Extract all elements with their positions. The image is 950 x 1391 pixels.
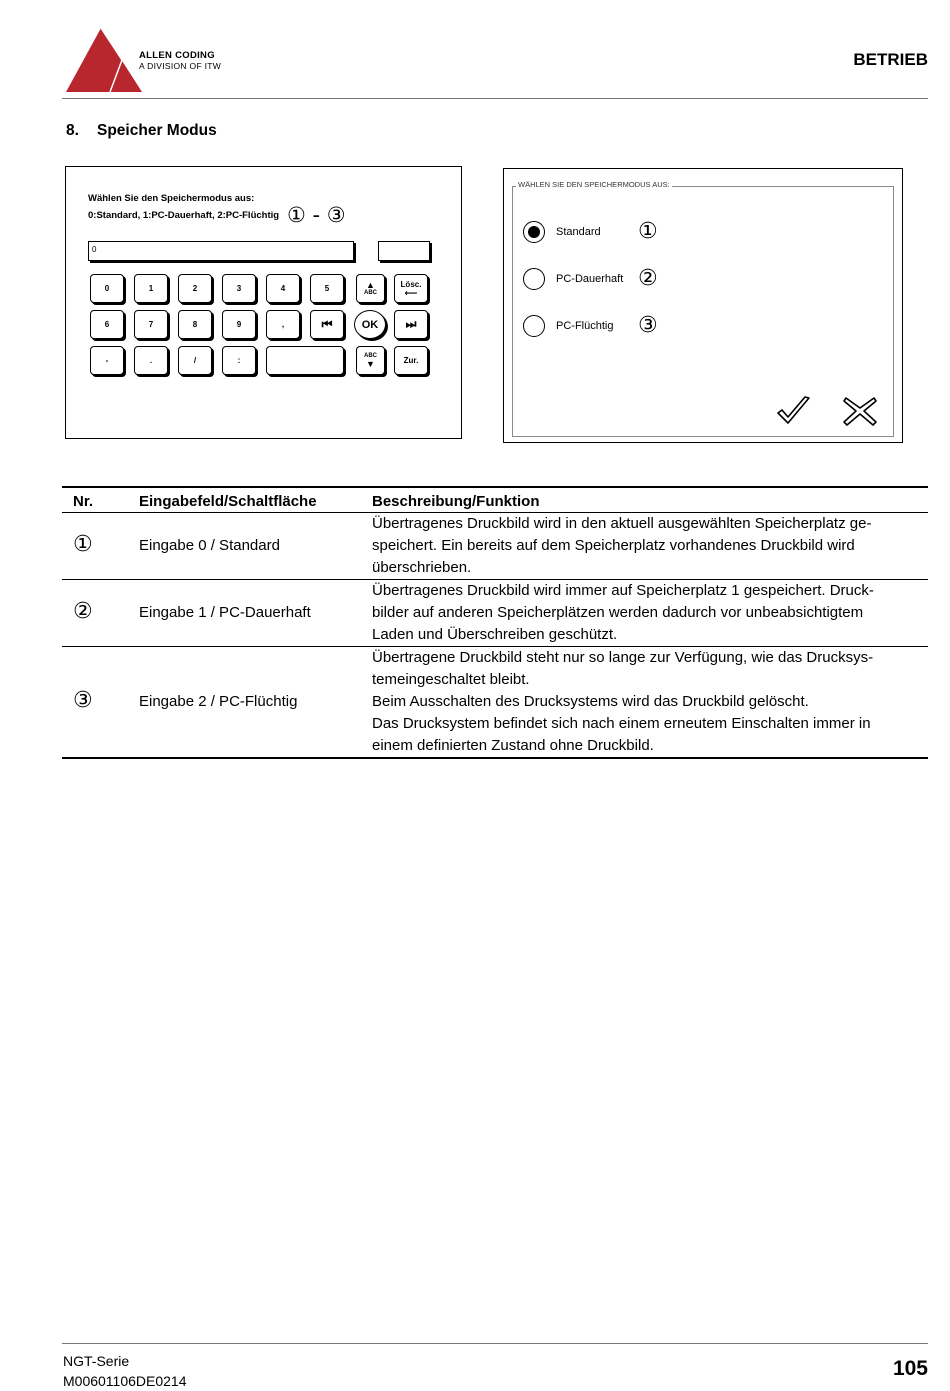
skip-forward-icon: ⏭	[405, 317, 417, 331]
table-row	[62, 647, 928, 759]
radio-button-icon[interactable]	[523, 268, 545, 290]
footer-divider	[62, 1343, 928, 1344]
option-label: PC-Flüchtig	[556, 319, 614, 332]
prompt-line-2: 0:Standard, 1:PC-Dauerhaft, 2:PC-Flüchtig	[88, 210, 280, 221]
abc-label: ABC	[364, 289, 377, 296]
delete-label: Lösc.	[400, 280, 422, 289]
row-field: Eingabe 1 / PC-Dauerhaft	[139, 604, 311, 621]
brand-text	[139, 50, 221, 72]
desc-line: Beim Ausschalten des Drucksystems wird das Druckbild gelöscht.	[372, 693, 809, 710]
key-8[interactable]: 8	[178, 310, 212, 339]
key-comma[interactable]: ,	[266, 310, 300, 339]
row-number-marker: ②	[73, 599, 93, 624]
desc-line: einem definierten Zustand ohne Druckbild.	[372, 737, 654, 754]
secondary-input-field[interactable]	[378, 241, 430, 261]
range-markers: ① - ③	[287, 203, 346, 227]
radio-option-standard[interactable]	[523, 219, 658, 244]
shift-up-button[interactable]	[356, 274, 385, 303]
section-title: BETRIEB	[853, 50, 928, 69]
key-slash[interactable]: /	[178, 346, 212, 375]
mode-input-field[interactable]: 0	[88, 241, 354, 261]
row-description	[372, 647, 928, 759]
desc-line: bilder auf anderen Speicherplätzen werden dadurch vor unbeabsichtigtem	[372, 604, 864, 621]
row-description	[372, 513, 928, 580]
key-minus[interactable]: -	[90, 346, 124, 375]
key-1[interactable]: 1	[134, 274, 168, 303]
key-4[interactable]: 4	[266, 274, 300, 303]
shift-down-button[interactable]	[356, 346, 385, 375]
key-5[interactable]: 5	[310, 274, 344, 303]
heading-title: Speicher Modus	[97, 122, 217, 139]
table-row	[62, 580, 928, 647]
header-nr: Nr.	[73, 493, 94, 510]
prompt-line-1: Wählen Sie den Speichermodus aus:	[88, 193, 255, 204]
desc-line: temeingeschaltet bleibt.	[372, 671, 530, 688]
radio-button-icon[interactable]	[523, 315, 545, 337]
function-table	[62, 486, 928, 759]
desc-line: Das Drucksystem befindet sich nach einem erneutem Einschalten immer in	[372, 715, 871, 732]
cross-icon[interactable]	[842, 395, 878, 427]
desc-line: speichert. Ein bereits auf dem Speicherplatz vorhandenes Druckbild wird	[372, 537, 855, 554]
key-9[interactable]: 9	[222, 310, 256, 339]
back-button[interactable]: Zur.	[394, 346, 428, 375]
brand-subtitle: A DIVISION OF ITW	[139, 61, 222, 71]
row-description	[372, 580, 928, 647]
desc-line: Laden und Überschreiben geschützt.	[372, 626, 618, 643]
footer-series: NGT-Serie	[63, 1353, 130, 1369]
key-0[interactable]: 0	[90, 274, 124, 303]
option-marker: ③	[638, 313, 658, 338]
header-divider	[62, 98, 928, 99]
key-3[interactable]: 3	[222, 274, 256, 303]
header-description: Beschreibung/Funktion	[372, 493, 540, 510]
skip-back-icon: ⏮	[321, 317, 333, 331]
cursor-end-button[interactable]	[394, 310, 428, 339]
page-heading	[66, 122, 217, 140]
header-field: Eingabefeld/Schaltfläche	[139, 493, 317, 510]
ok-button[interactable]: OK	[354, 310, 386, 339]
row-number-marker: ③	[73, 688, 93, 713]
key-2[interactable]: 2	[178, 274, 212, 303]
key-7[interactable]: 7	[134, 310, 168, 339]
arrow-down-icon: ▼	[366, 358, 375, 369]
brand-name: ALLEN CODING	[139, 50, 215, 61]
group-legend: WÄHLEN SIE DEN SPEICHERMODUS AUS:	[518, 180, 670, 189]
abc-label: ABC	[364, 352, 377, 359]
row-number-marker: ①	[73, 532, 93, 557]
option-marker: ①	[638, 219, 658, 244]
radio-option-pc-fluechtig[interactable]	[523, 313, 658, 338]
desc-line: Übertragenes Druckbild wird in den aktuell ausgewählten Speicherplatz ge-	[372, 515, 872, 532]
allen-coding-logo-icon	[66, 26, 144, 94]
radio-mode-screen	[503, 168, 903, 443]
desc-line: Übertragenes Druckbild wird immer auf Speicherplatz 1 gespeichert. Druck-	[372, 582, 874, 599]
footer-info	[63, 1351, 187, 1391]
checkmark-icon[interactable]	[776, 395, 812, 427]
cursor-home-button[interactable]	[310, 310, 344, 339]
footer-doc-id: M00601106DE0214	[63, 1373, 187, 1389]
keypad-screen	[65, 166, 462, 439]
option-label: PC-Dauerhaft	[556, 272, 624, 285]
space-key[interactable]	[266, 346, 344, 375]
table-header-row	[62, 487, 928, 513]
option-marker: ②	[638, 266, 658, 291]
row-field: Eingabe 2 / PC-Flüchtig	[139, 693, 298, 710]
heading-number: 8.	[66, 122, 79, 139]
row-field: Eingabe 0 / Standard	[139, 537, 280, 554]
radio-button-selected-icon[interactable]	[523, 221, 545, 243]
desc-line: überschrieben.	[372, 559, 472, 576]
page-number: 105	[892, 1357, 928, 1380]
delete-button[interactable]	[394, 274, 428, 303]
option-label: Standard	[556, 225, 601, 238]
desc-line: Übertragene Druckbild steht nur so lange zur Verfügung, wie das Drucksys-	[372, 649, 874, 666]
key-colon[interactable]: :	[222, 346, 256, 375]
backspace-arrow-icon: ⟵	[404, 288, 418, 298]
radio-option-pc-dauerhaft[interactable]	[523, 266, 658, 291]
arrow-up-icon: ▲	[366, 279, 375, 290]
key-dot[interactable]: .	[134, 346, 168, 375]
key-6[interactable]: 6	[90, 310, 124, 339]
table-row	[62, 513, 928, 580]
